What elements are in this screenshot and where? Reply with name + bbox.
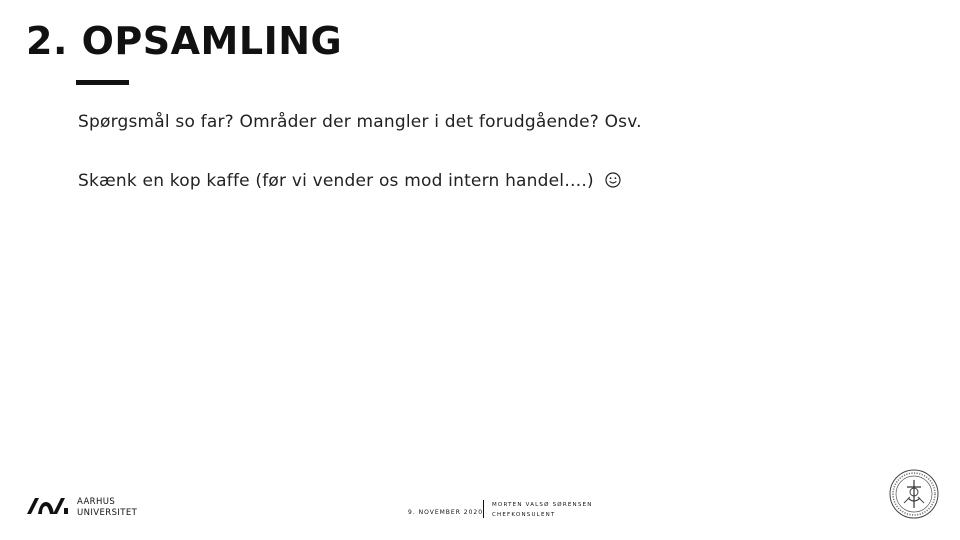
presenter-title: CHEFKONSULENT bbox=[492, 512, 556, 518]
smiley-icon bbox=[605, 172, 621, 188]
university-seal-icon bbox=[888, 468, 940, 520]
bullet-2 bbox=[78, 171, 621, 191]
university-name-line1: AARHUS bbox=[77, 497, 116, 507]
aarhus-university-logo-icon bbox=[26, 496, 70, 516]
bullet-1-text: Spørgsmål so far? Områder der mangler i det forudgående? Osv. bbox=[78, 112, 642, 132]
bullet-1 bbox=[78, 112, 642, 132]
footer-presenter bbox=[492, 500, 593, 520]
title-underline bbox=[76, 80, 129, 85]
slide-title: 2. OPSAMLING bbox=[26, 19, 343, 63]
presenter-name: MORTEN VALSØ SØRENSEN bbox=[492, 502, 593, 508]
footer-divider bbox=[483, 500, 484, 518]
footer-date: 9. NOVEMBER 2020 bbox=[408, 509, 484, 516]
university-name-line2: UNIVERSITET bbox=[77, 507, 138, 518]
university-name bbox=[77, 497, 137, 518]
bullet-2-text: Skænk en kop kaffe (før vi vender os mod intern handel….) bbox=[78, 171, 594, 191]
